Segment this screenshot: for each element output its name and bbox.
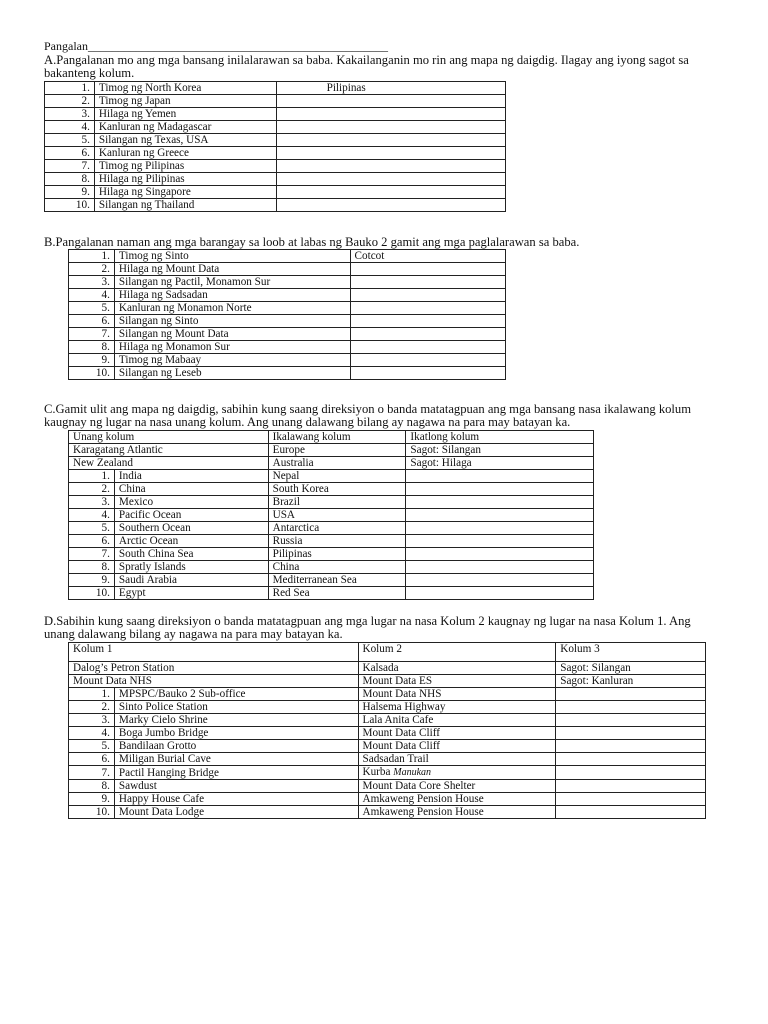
answer-cell[interactable]	[406, 535, 594, 548]
item-number: 4.	[69, 289, 115, 302]
target-place-text: Halsema Highway	[362, 701, 446, 713]
answer-cell[interactable]: Pilipinas	[276, 82, 505, 95]
answer-cell[interactable]	[556, 806, 706, 819]
barangay-description: Silangan ng Mount Data	[114, 328, 350, 341]
answer-cell[interactable]	[406, 548, 594, 561]
answer-cell[interactable]	[276, 147, 505, 160]
country-description: Silangan ng Thailand	[94, 199, 276, 212]
item-number: 9.	[69, 354, 115, 367]
answer-cell[interactable]	[556, 766, 706, 780]
reference-place: New Zealand	[69, 457, 269, 470]
answer-cell[interactable]	[556, 793, 706, 806]
target-place-text: Mount Data Core Shelter	[362, 780, 476, 792]
table-row	[69, 806, 706, 819]
reference-place: Sinto Police Station	[114, 701, 358, 714]
item-number: 9.	[69, 793, 115, 806]
target-place-text: Mount Data NHS	[362, 688, 442, 700]
answer-cell[interactable]	[350, 341, 505, 354]
table-row	[69, 289, 506, 302]
reference-place: Karagatang Atlantic	[69, 444, 269, 457]
column-header: Unang kolum	[69, 431, 269, 444]
target-place: Pilipinas	[268, 548, 406, 561]
reference-place: Happy House Cafe	[114, 793, 358, 806]
table-row	[45, 121, 506, 134]
item-number: 6.	[45, 147, 95, 160]
answer-cell[interactable]	[276, 160, 505, 173]
table-row	[69, 548, 594, 561]
item-number: 1.	[69, 688, 115, 701]
section-c-table	[68, 430, 594, 600]
item-number: 1.	[69, 470, 115, 483]
target-place	[358, 714, 556, 727]
table-row	[69, 574, 594, 587]
reference-place: Miligan Burial Cave	[114, 753, 358, 766]
table-row	[69, 701, 706, 714]
table-row	[69, 367, 506, 380]
target-place-text: Kurba	[362, 766, 391, 778]
target-place-text: Sadsadan Trail	[362, 753, 429, 765]
reference-place: MPSPC/Bauko 2 Sub-office	[114, 688, 358, 701]
table-row	[69, 727, 706, 740]
answer-cell[interactable]	[350, 263, 505, 276]
answer-cell[interactable]	[276, 121, 505, 134]
item-number: 2.	[69, 701, 115, 714]
target-place: Mediterranean Sea	[268, 574, 406, 587]
example-answer: Sagot: Hilaga	[406, 457, 594, 470]
table-row	[69, 793, 706, 806]
reference-place: Sawdust	[114, 780, 358, 793]
answer-cell[interactable]	[556, 753, 706, 766]
table-row	[69, 496, 594, 509]
item-number: 8.	[45, 173, 95, 186]
item-number: 6.	[69, 315, 115, 328]
target-place	[358, 740, 556, 753]
country-description: Kanluran ng Madagascar	[94, 121, 276, 134]
section-b-instruction: B.Pangalanan naman ang mga barangay sa loob at labas ng Bauko 2 gamit ang mga paglalarawan sa baba.	[44, 235, 580, 249]
answer-cell[interactable]	[276, 199, 505, 212]
table-row	[69, 354, 506, 367]
target-place-text: Amkaweng Pension House	[362, 793, 484, 805]
table-row	[69, 483, 594, 496]
target-place	[358, 793, 556, 806]
barangay-description: Timog ng Sinto	[114, 250, 350, 263]
answer-cell[interactable]	[406, 483, 594, 496]
item-number: 5.	[69, 302, 115, 315]
reference-place: Marky Cielo Shrine	[114, 714, 358, 727]
target-place-text: Mount Data Cliff	[362, 727, 440, 739]
table-row	[69, 341, 506, 354]
answer-cell[interactable]	[406, 561, 594, 574]
example-answer: Sagot: Kanluran	[556, 675, 706, 688]
item-number: 8.	[69, 341, 115, 354]
table-row	[69, 509, 594, 522]
answer-cell[interactable]	[556, 688, 706, 701]
answer-cell[interactable]	[406, 522, 594, 535]
table-row	[69, 470, 594, 483]
reference-place: Saudi Arabia	[114, 574, 268, 587]
answer-cell[interactable]	[406, 509, 594, 522]
reference-place: Pactil Hanging Bridge	[114, 766, 358, 780]
column-header: Kolum 1	[69, 643, 359, 662]
table-row	[69, 714, 706, 727]
target-place: Antarctica	[268, 522, 406, 535]
target-place	[358, 688, 556, 701]
reference-place: Mount Data Lodge	[114, 806, 358, 819]
item-number: 3.	[69, 714, 115, 727]
item-number: 2.	[45, 95, 95, 108]
name-line[interactable]: Pangalan__________________________________________________	[44, 39, 388, 53]
country-description: Kanluran ng Greece	[94, 147, 276, 160]
target-place	[358, 753, 556, 766]
barangay-description: Timog ng Mabaay	[114, 354, 350, 367]
answer-cell[interactable]	[406, 587, 594, 600]
section-c-instruction: C.Gamit ulit ang mapa ng daigdig, sabihin kung saang direksiyon o banda matatagpuan ang mga bansang nasa ikalawang kolum kaugnay ng lugar na nasa unang kolum. Ang unang dalawang bilang ay nagawa na para may batayan ka.	[44, 402, 692, 430]
country-description: Timog ng Japan	[94, 95, 276, 108]
answer-cell[interactable]	[276, 108, 505, 121]
item-number: 4.	[69, 727, 115, 740]
target-place: USA	[268, 509, 406, 522]
table-row	[69, 780, 706, 793]
item-number: 7.	[69, 328, 115, 341]
target-place: South Korea	[268, 483, 406, 496]
answer-cell[interactable]	[350, 315, 505, 328]
target-place: Europe	[268, 444, 406, 457]
target-place: Brazil	[268, 496, 406, 509]
target-place: Nepal	[268, 470, 406, 483]
table-row	[45, 186, 506, 199]
table-row	[45, 173, 506, 186]
answer-cell[interactable]	[406, 574, 594, 587]
item-number: 7.	[45, 160, 95, 173]
target-place-text: Mount Data Cliff	[362, 740, 440, 752]
header-row	[69, 643, 706, 662]
target-place	[358, 727, 556, 740]
answer-cell[interactable]	[556, 780, 706, 793]
answer-cell[interactable]	[556, 740, 706, 753]
header-row	[69, 431, 594, 444]
table-row	[45, 199, 506, 212]
target-place: Mount Data ES	[358, 675, 556, 688]
table-row	[45, 95, 506, 108]
item-number: 6.	[69, 753, 115, 766]
item-number: 3.	[69, 276, 115, 289]
reference-place: Egypt	[114, 587, 268, 600]
target-place-text: Amkaweng Pension House	[362, 806, 484, 818]
target-place: Kalsada	[358, 662, 556, 675]
table-row	[69, 587, 594, 600]
barangay-description: Hilaga ng Monamon Sur	[114, 341, 350, 354]
table-row	[69, 535, 594, 548]
table-row	[69, 753, 706, 766]
barangay-description: Hilaga ng Mount Data	[114, 263, 350, 276]
section-a-instruction: A.Pangalanan mo ang mga bansang inilalarawan sa baba. Kakailanganin mo rin ang mapa ng daigdig. Ilagay ang iyong sagot sa bakanteng kolum.	[44, 53, 689, 81]
item-number: 6.	[69, 535, 115, 548]
reference-place: Pacific Ocean	[114, 509, 268, 522]
target-place: Russia	[268, 535, 406, 548]
table-row	[69, 263, 506, 276]
item-number: 7.	[69, 766, 115, 780]
reference-place: India	[114, 470, 268, 483]
answer-cell[interactable]	[350, 328, 505, 341]
column-header: Ikalawang kolum	[268, 431, 406, 444]
item-number: 4.	[69, 509, 115, 522]
item-number: 3.	[45, 108, 95, 121]
item-number: 10.	[69, 367, 115, 380]
item-number: 1.	[45, 82, 95, 95]
answer-cell[interactable]	[350, 289, 505, 302]
answer-cell[interactable]	[406, 496, 594, 509]
reference-place: Spratly Islands	[114, 561, 268, 574]
item-number: 8.	[69, 780, 115, 793]
section-d-instruction: D.Sabihin kung saang direksiyon o banda matatagpuan ang mga lugar na nasa Kolum 2 kaugnay ng lugar na nasa Kolum 1. Ang unang dalawang bilang ay nagawa na para may batayan ka.	[44, 614, 691, 642]
target-place	[358, 780, 556, 793]
answer-cell[interactable]	[350, 276, 505, 289]
answer-cell[interactable]	[350, 367, 505, 380]
table-row	[69, 740, 706, 753]
target-place	[358, 766, 556, 780]
answer-cell[interactable]	[276, 186, 505, 199]
reference-place: Mexico	[114, 496, 268, 509]
answer-cell[interactable]	[276, 134, 505, 147]
country-description: Hilaga ng Yemen	[94, 108, 276, 121]
answer-cell[interactable]	[350, 354, 505, 367]
column-header: Kolum 2	[358, 643, 556, 662]
target-place	[358, 701, 556, 714]
barangay-description: Hilaga ng Sadsadan	[114, 289, 350, 302]
item-number: 10.	[69, 806, 115, 819]
answer-cell[interactable]	[556, 701, 706, 714]
column-header: Kolum 3	[556, 643, 706, 662]
item-number: 8.	[69, 561, 115, 574]
table-row	[69, 522, 594, 535]
table-row	[45, 82, 506, 95]
section-d-table	[68, 642, 706, 819]
item-number: 4.	[45, 121, 95, 134]
barangay-description: Kanluran ng Monamon Norte	[114, 302, 350, 315]
country-description: Timog ng Pilipinas	[94, 160, 276, 173]
answer-cell[interactable]	[556, 727, 706, 740]
answer-cell[interactable]	[556, 714, 706, 727]
example-row	[69, 444, 594, 457]
target-place: Australia	[268, 457, 406, 470]
barangay-description: Silangan ng Sinto	[114, 315, 350, 328]
item-number: 10.	[69, 587, 115, 600]
table-row	[45, 108, 506, 121]
item-number: 3.	[69, 496, 115, 509]
country-description: Hilaga ng Pilipinas	[94, 173, 276, 186]
target-place: Red Sea	[268, 587, 406, 600]
answer-cell[interactable]	[350, 302, 505, 315]
example-answer: Sagot: Silangan	[406, 444, 594, 457]
example-answer: Sagot: Silangan	[556, 662, 706, 675]
example-row	[69, 662, 706, 675]
answer-cell[interactable]	[276, 95, 505, 108]
answer-cell[interactable]	[406, 470, 594, 483]
reference-place: Southern Ocean	[114, 522, 268, 535]
table-row	[45, 134, 506, 147]
barangay-description: Silangan ng Pactil, Monamon Sur	[114, 276, 350, 289]
table-row	[69, 250, 506, 263]
item-number: 2.	[69, 263, 115, 276]
country-description: Hilaga ng Singapore	[94, 186, 276, 199]
table-row	[69, 302, 506, 315]
reference-place: Mount Data NHS	[69, 675, 359, 688]
example-row	[69, 675, 706, 688]
target-place-note: Manukan	[393, 767, 432, 778]
reference-place: Arctic Ocean	[114, 535, 268, 548]
table-row	[69, 688, 706, 701]
item-number: 10.	[45, 199, 95, 212]
item-number: 5.	[69, 740, 115, 753]
target-place-text: Lala Anita Cafe	[362, 714, 434, 726]
barangay-description: Silangan ng Leseb	[114, 367, 350, 380]
column-header: Ikatlong kolum	[406, 431, 594, 444]
answer-cell[interactable]: Cotcot	[350, 250, 505, 263]
table-row	[69, 328, 506, 341]
item-number: 7.	[69, 548, 115, 561]
reference-place: China	[114, 483, 268, 496]
table-row	[45, 160, 506, 173]
table-row	[69, 315, 506, 328]
reference-place: Bandilaan Grotto	[114, 740, 358, 753]
table-row	[69, 276, 506, 289]
item-number: 2.	[69, 483, 115, 496]
item-number: 9.	[45, 186, 95, 199]
reference-place: Dalog’s Petron Station	[69, 662, 359, 675]
item-number: 9.	[69, 574, 115, 587]
item-number: 5.	[45, 134, 95, 147]
target-place	[358, 806, 556, 819]
section-a-table	[44, 81, 506, 212]
section-b-table	[68, 249, 506, 380]
table-row	[45, 147, 506, 160]
reference-place: Boga Jumbo Bridge	[114, 727, 358, 740]
example-row	[69, 457, 594, 470]
item-number: 1.	[69, 250, 115, 263]
target-place: China	[268, 561, 406, 574]
item-number: 5.	[69, 522, 115, 535]
country-description: Timog ng North Korea	[94, 82, 276, 95]
table-row	[69, 561, 594, 574]
reference-place: South China Sea	[114, 548, 268, 561]
table-row	[69, 766, 706, 780]
country-description: Silangan ng Texas, USA	[94, 134, 276, 147]
answer-cell[interactable]	[276, 173, 505, 186]
